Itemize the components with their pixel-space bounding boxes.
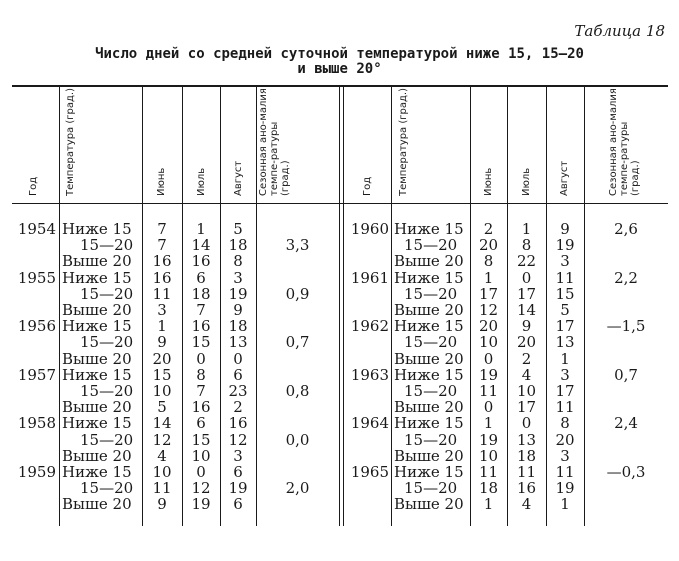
value-cell: 2 — [233, 398, 243, 417]
year-cell: 1963 — [350, 365, 389, 384]
value-cell: 0 — [196, 463, 206, 481]
temperature-cell: Ниже 15 — [62, 365, 132, 384]
value-cell: 14 — [152, 414, 172, 433]
anomaly-cell: 2,6 — [614, 220, 638, 238]
value-cell: 4 — [521, 495, 532, 514]
header-year: Год — [362, 176, 373, 196]
col-divider — [256, 86, 257, 526]
temperature-cell: 15—20 — [80, 382, 134, 400]
temperature-cell: 15—20 — [404, 333, 458, 352]
value-cell: 22 — [516, 252, 537, 271]
value-cell: 9 — [560, 220, 570, 238]
temperature-cell: 15—20 — [404, 284, 458, 303]
value-cell: 23 — [228, 382, 248, 400]
year-cell: 1960 — [350, 220, 389, 238]
col-divider — [391, 86, 392, 526]
year-cell: 1962 — [350, 317, 389, 336]
value-cell: 11 — [516, 463, 537, 481]
value-cell: 20 — [516, 333, 537, 352]
anomaly-cell: —0,3 — [606, 463, 646, 481]
value-cell: 13 — [516, 430, 537, 449]
value-cell: 16 — [516, 479, 537, 498]
value-cell: 15 — [191, 333, 211, 352]
value-cell: 9 — [157, 495, 167, 514]
value-cell: 8 — [483, 252, 494, 271]
temperature-cell: Ниже 15 — [62, 463, 132, 481]
header-temperature: Температура (град.) — [398, 88, 409, 196]
temperature-cell: Выше 20 — [62, 446, 132, 465]
value-cell: 1 — [560, 349, 570, 368]
value-cell: 19 — [228, 284, 248, 303]
value-cell: 11 — [152, 479, 172, 498]
temperature-cell: Ниже 15 — [394, 317, 464, 336]
value-cell: 0 — [196, 349, 206, 368]
value-cell: 16 — [152, 252, 172, 271]
value-cell: 1 — [521, 220, 532, 238]
temperature-cell: Выше 20 — [62, 301, 132, 319]
anomaly-cell: 0,7 — [614, 365, 638, 384]
table-title-line2: и выше 20° — [297, 61, 382, 77]
anomaly-cell: 2,2 — [614, 268, 638, 287]
value-cell: 20 — [478, 317, 499, 336]
anomaly-cell: 2,0 — [285, 479, 310, 498]
value-cell: 0 — [521, 414, 532, 433]
year-cell: 1961 — [350, 268, 389, 287]
temperature-cell: 15—20 — [404, 236, 458, 255]
value-cell: 17 — [516, 398, 537, 417]
temperature-cell: 15—20 — [80, 236, 134, 255]
temperature-cell: Выше 20 — [394, 252, 464, 271]
value-cell: 3 — [560, 252, 570, 271]
temperature-cell: 15—20 — [404, 382, 458, 400]
header-august: Август — [559, 160, 570, 196]
value-cell: 14 — [191, 236, 211, 255]
anomaly-cell: 0,0 — [285, 430, 310, 449]
temperature-cell: Выше 20 — [394, 446, 464, 465]
value-cell: 11 — [478, 463, 499, 481]
value-cell: 6 — [233, 495, 243, 514]
anomaly-cell: 3,3 — [285, 236, 310, 255]
table-label: Таблица 18 — [574, 22, 665, 40]
center-double-divider — [343, 86, 344, 526]
temperature-cell: Ниже 15 — [394, 365, 464, 384]
value-cell: 19 — [191, 495, 211, 514]
value-cell: 15 — [152, 365, 172, 384]
value-cell: 11 — [152, 284, 172, 303]
value-cell: 1 — [483, 414, 494, 433]
value-cell: 9 — [233, 301, 243, 319]
temperature-cell: Выше 20 — [394, 495, 464, 514]
temperature-cell: Ниже 15 — [394, 463, 464, 481]
value-cell: 2 — [483, 220, 494, 238]
year-cell: 1959 — [17, 463, 56, 481]
temperature-cell: Выше 20 — [62, 252, 132, 271]
value-cell: 6 — [233, 463, 243, 481]
value-cell: 3 — [157, 301, 167, 319]
value-cell: 18 — [516, 446, 537, 465]
temperature-cell: 15—20 — [80, 333, 134, 352]
year-cell: 1955 — [17, 268, 56, 287]
anomaly-cell: 0,9 — [285, 284, 310, 303]
header-anomaly: Сезонная ано-малия темпе-ратуры (град.) — [258, 88, 291, 196]
value-cell: 11 — [555, 268, 575, 287]
temperature-cell: Ниже 15 — [394, 268, 464, 287]
value-cell: 19 — [555, 479, 575, 498]
value-cell: 10 — [152, 382, 172, 400]
value-cell: 1 — [483, 495, 494, 514]
year-cell: 1958 — [17, 414, 56, 433]
value-cell: 7 — [196, 382, 206, 400]
value-cell: 4 — [521, 365, 532, 384]
value-cell: 10 — [516, 382, 537, 400]
table-title-line1: Число дней со средней суточной температурой ниже 15, 15—20 — [95, 46, 584, 62]
header-july: Июль — [196, 167, 207, 196]
value-cell: 0 — [521, 268, 532, 287]
header-august: Август — [233, 160, 244, 196]
anomaly-cell: 2,4 — [614, 414, 638, 433]
value-cell: 14 — [516, 301, 537, 319]
value-cell: 19 — [478, 365, 499, 384]
value-cell: 11 — [555, 398, 575, 417]
center-double-divider — [339, 86, 340, 526]
value-cell: 18 — [228, 317, 248, 336]
value-cell: 9 — [157, 333, 167, 352]
value-cell: 17 — [555, 317, 575, 336]
year-cell: 1965 — [350, 463, 389, 481]
header-rule — [12, 203, 668, 204]
year-cell: 1964 — [350, 414, 389, 433]
temperature-cell: Ниже 15 — [62, 220, 132, 238]
value-cell: 3 — [233, 268, 243, 287]
value-cell: 1 — [560, 495, 570, 514]
value-cell: 17 — [555, 382, 575, 400]
col-divider — [584, 86, 585, 526]
header-temperature: Температура (град.) — [65, 88, 76, 196]
value-cell: 1 — [196, 220, 206, 238]
value-cell: 9 — [521, 317, 532, 336]
value-cell: 5 — [560, 301, 570, 319]
value-cell: 2 — [521, 349, 532, 368]
temperature-cell: Ниже 15 — [62, 268, 132, 287]
value-cell: 10 — [478, 333, 499, 352]
header-july: Июль — [521, 167, 532, 196]
temperature-cell: 15—20 — [80, 479, 134, 498]
top-rule — [12, 85, 668, 87]
temperature-cell: Ниже 15 — [62, 414, 132, 433]
anomaly-cell: 0,8 — [285, 382, 310, 400]
value-cell: 12 — [228, 430, 248, 449]
temperature-cell: Выше 20 — [394, 349, 464, 368]
temperature-cell: 15—20 — [404, 430, 458, 449]
value-cell: 20 — [555, 430, 575, 449]
year-cell: 1954 — [17, 220, 56, 238]
temperature-cell: Выше 20 — [394, 398, 464, 417]
value-cell: 5 — [233, 220, 243, 238]
temperature-cell: 15—20 — [404, 479, 458, 498]
value-cell: 4 — [157, 446, 167, 465]
value-cell: 18 — [228, 236, 248, 255]
value-cell: 0 — [483, 398, 494, 417]
value-cell: 13 — [228, 333, 248, 352]
value-cell: 3 — [560, 365, 570, 384]
value-cell: 16 — [152, 268, 172, 287]
year-cell: 1956 — [17, 317, 56, 336]
value-cell: 10 — [191, 446, 211, 465]
value-cell: 10 — [152, 463, 172, 481]
temperature-cell: Ниже 15 — [62, 317, 132, 336]
temperature-cell: Выше 20 — [62, 349, 132, 368]
value-cell: 20 — [478, 236, 499, 255]
value-cell: 3 — [560, 446, 570, 465]
header-june: Июнь — [483, 167, 494, 196]
value-cell: 15 — [191, 430, 211, 449]
header-year: Год — [28, 176, 39, 196]
value-cell: 17 — [516, 284, 537, 303]
value-cell: 3 — [233, 446, 243, 465]
temperature-cell: Выше 20 — [62, 398, 132, 417]
value-cell: 19 — [228, 479, 248, 498]
value-cell: 7 — [196, 301, 206, 319]
value-cell: 15 — [555, 284, 575, 303]
value-cell: 8 — [233, 252, 243, 271]
value-cell: 1 — [157, 317, 167, 336]
value-cell: 20 — [152, 349, 172, 368]
value-cell: 17 — [478, 284, 499, 303]
value-cell: 7 — [157, 220, 167, 238]
header-anomaly: Сезонная ано-малия темпе-ратуры (град.) — [608, 88, 641, 196]
anomaly-cell: 0,7 — [285, 333, 310, 352]
value-cell: 6 — [196, 414, 206, 433]
value-cell: 8 — [560, 414, 570, 433]
value-cell: 18 — [478, 479, 499, 498]
value-cell: 11 — [555, 463, 575, 481]
value-cell: 12 — [191, 479, 211, 498]
value-cell: 8 — [521, 236, 532, 255]
value-cell: 16 — [228, 414, 248, 433]
temperature-cell: Выше 20 — [394, 301, 464, 319]
value-cell: 16 — [191, 398, 211, 417]
value-cell: 19 — [478, 430, 499, 449]
temperature-cell: 15—20 — [80, 284, 134, 303]
year-cell: 1957 — [17, 365, 56, 384]
value-cell: 18 — [191, 284, 211, 303]
value-cell: 8 — [196, 365, 206, 384]
value-cell: 16 — [191, 317, 211, 336]
value-cell: 6 — [196, 268, 206, 287]
value-cell: 6 — [233, 365, 243, 384]
header-june: Июнь — [156, 167, 167, 196]
value-cell: 12 — [478, 301, 499, 319]
value-cell: 10 — [478, 446, 499, 465]
temperature-cell: Ниже 15 — [394, 414, 464, 433]
temperature-cell: Выше 20 — [62, 495, 132, 514]
anomaly-cell: —1,5 — [606, 317, 646, 336]
value-cell: 12 — [152, 430, 172, 449]
value-cell: 16 — [191, 252, 211, 271]
temperature-cell: Ниже 15 — [394, 220, 464, 238]
value-cell: 5 — [157, 398, 167, 417]
value-cell: 0 — [483, 349, 494, 368]
value-cell: 19 — [555, 236, 575, 255]
value-cell: 7 — [157, 236, 167, 255]
value-cell: 11 — [478, 382, 499, 400]
col-divider — [59, 86, 60, 526]
value-cell: 13 — [555, 333, 575, 352]
value-cell: 1 — [483, 268, 494, 287]
value-cell: 0 — [233, 349, 243, 368]
temperature-cell: 15—20 — [80, 430, 134, 449]
